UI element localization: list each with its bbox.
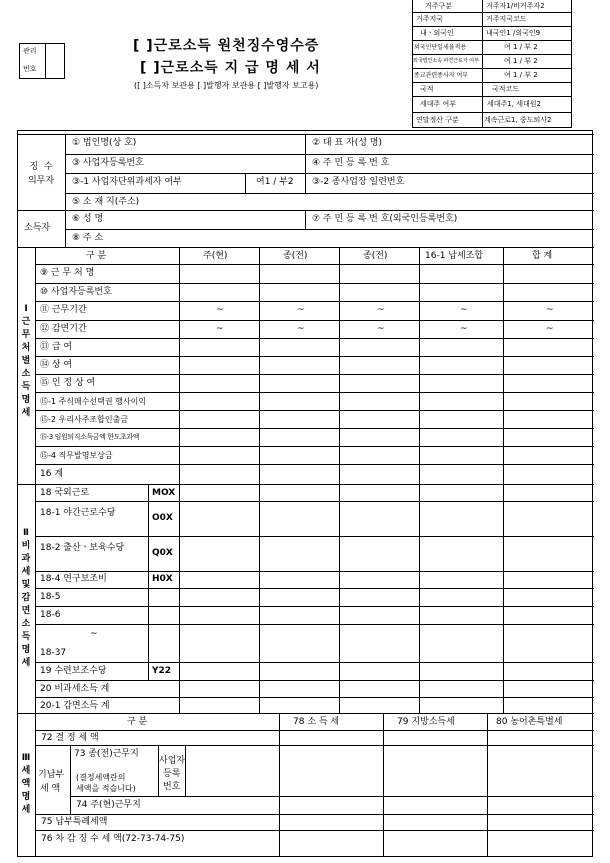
col-header-category: 구 분 (86, 251, 107, 261)
withholder-section-label: 징 수 의무자 (27, 162, 55, 186)
code-night-work: O0X (152, 513, 173, 523)
period-tilde: ~ (297, 305, 305, 315)
tax-col-header-category: 구 분 (127, 717, 148, 727)
row-business-number: ⑩ 사업자등록번호 (40, 287, 112, 297)
info-label: 내ㆍ외국인 (420, 29, 454, 37)
col-header-total: 합 계 (532, 251, 553, 261)
tax-col-header-income-tax: 78 소 득 세 (293, 717, 340, 727)
info-label: 종교관련종사자 여부 (414, 72, 469, 79)
business-number-label: 번호 (163, 782, 181, 792)
row-special-tax: 75 납부특례세액 (41, 817, 108, 827)
info-label: 거주지국 (416, 15, 444, 23)
prepaid-tax-label: 기납부 (38, 770, 65, 780)
row-total: 16 계 (40, 469, 64, 479)
period-tilde: ~ (297, 324, 305, 334)
row-workplace-name: ⑨ 근 무 처 명 (40, 268, 95, 278)
row-esop-withdrawal: ⑮-2 우리사주조합인출금 (40, 415, 129, 424)
period-tilde: ~ (460, 305, 468, 315)
business-number-label: 등록 (163, 769, 181, 779)
code-training-allowance: Y22 (152, 666, 172, 676)
form-subtitle: ([ ]소득자 보관용 [ ]발행자 보관용 [ ]발행자 보고용) (134, 81, 319, 90)
code-childcare: Q0X (152, 548, 173, 558)
row-executive-excess: ⑮-3 임원퇴직소득금액 한도초과액 (40, 433, 140, 441)
row-research-subsidy: 18-4 연구보조비 (40, 574, 107, 584)
row-18-5: 18-5 (40, 592, 61, 602)
row-18-6: 18-6 (40, 610, 61, 620)
info-label: 연말정산 구분 (416, 116, 459, 124)
row-work-period: ⑪ 근무기간 (40, 305, 87, 315)
business-number-label: 사업자 (159, 756, 186, 766)
mgmt-label: 번호 (23, 65, 37, 73)
info-label: 외국인단일세율적용 (414, 44, 467, 51)
row-net-withholding-tax: 76 차 감 징 수 세 액(72-73-74-75) (41, 834, 185, 844)
section-1-label: Ⅰ근무처별소득명세 (21, 304, 31, 418)
row-stock-option: ⑮-1 주식매수선택권 행사이익 (40, 397, 147, 406)
info-label: 외국법인소속 파견근로자 여부 (413, 58, 479, 64)
period-tilde: ~ (216, 324, 224, 334)
mgmt-label: 관리 (23, 47, 37, 55)
row-childcare: 18-2 출산ㆍ보육수당 (40, 543, 125, 553)
row-bonus: ⑭ 상 여 (40, 360, 73, 370)
form-title-receipt: [ ]근로소득 원천징수영수증 (133, 38, 320, 54)
row-nontaxable-total: 20 비과세소득 계 (40, 684, 110, 694)
prepaid-tax-label: 세 액 (40, 784, 61, 794)
period-tilde: ~ (216, 305, 224, 315)
resident-number-label: ④ 주 민 등 록 번 호 (312, 158, 390, 168)
info-value: 여 1 / 부 2 (504, 57, 538, 65)
earner-name-label: ⑥ 성 명 (72, 214, 104, 224)
col-header-previous-2: 종(전) (363, 251, 388, 261)
info-value: 세대주1, 세대원2 (487, 100, 541, 108)
earner-address-label: ⑧ 주 소 (72, 233, 104, 243)
col-header-tax-union: 16-1 납세조합 (425, 251, 484, 261)
tax-col-header-rural-tax: 80 농어촌특별세 (496, 717, 563, 727)
business-number-label: ③ 사업자등록번호 (72, 158, 144, 168)
earner-section-label: 소득자 (24, 223, 51, 233)
row-reduction-period: ⑫ 감면기간 (40, 324, 87, 334)
row-previous-workplace: 73 종(전)근무지 (74, 749, 139, 759)
corp-name-label: ① 법인명(상 호) (72, 138, 137, 148)
previous-workplace-note: 세액을 적습니다) (76, 784, 136, 793)
info-value: 계속근로1, 중도퇴사2 (484, 116, 552, 124)
period-tilde: ~ (377, 324, 385, 334)
unit-taxpayer-value: 여1 / 부2 (256, 177, 294, 187)
representative-label: ② 대 표 자(성 명) (312, 138, 383, 148)
row-night-work: 18-1 야간근로수당 (40, 508, 116, 518)
col-header-previous-1: 종(전) (283, 251, 308, 261)
row-salary: ⑬ 급 여 (40, 342, 73, 352)
row-determined-tax: 72 결 정 세 액 (41, 733, 99, 743)
info-value: 여 1 / 부 2 (504, 71, 538, 79)
period-tilde: ~ (546, 305, 554, 315)
row-current-workplace: 74 주(현)근무지 (76, 800, 141, 810)
info-label: 세대주 여부 (420, 100, 457, 108)
sub-workplace-label: ③-2 종사업장 일련번호 (312, 177, 405, 187)
info-value: 내국인1 /외국인9 (486, 29, 541, 37)
info-value: 거주지국코드 (486, 15, 527, 23)
period-tilde: ~ (460, 324, 468, 334)
row-reduction-total: 20-1 감면소득 계 (40, 701, 110, 711)
row-training-allowance: 19 수련보조수당 (40, 666, 107, 676)
unit-taxpayer-label: ③-1 사업자단위과세자 여부 (72, 177, 182, 187)
previous-workplace-note: (결정세액란의 (76, 773, 126, 782)
row-18-37: 18-37 (40, 648, 67, 658)
row-ellipsis: ~ (90, 629, 98, 639)
earner-id-label: ⑦ 주 민 등 록 번 호(외국인등록번호) (312, 214, 458, 224)
info-value: 거주자1/비거주자2 (486, 2, 545, 10)
info-label: 국적 (420, 85, 434, 93)
code-overseas-work: MOX (152, 488, 176, 498)
info-value: 국적코드 (492, 85, 520, 93)
form-title-statement: [ ]근로소득 지 급 명 세 서 (140, 60, 321, 76)
period-tilde: ~ (546, 324, 554, 334)
address-label: ⑤ 소 재 지(주소) (72, 197, 140, 207)
code-research-subsidy: H0X (152, 574, 173, 584)
row-overseas-work: 18 국외근로 (40, 488, 90, 498)
period-tilde: ~ (377, 305, 385, 315)
col-header-current: 주(현) (203, 251, 228, 261)
info-value: 여 1 / 부 2 (504, 43, 538, 51)
section-3-label: Ⅲ세액명세 (21, 753, 31, 815)
row-invention-reward: ⑮-4 직무발명보상금 (40, 451, 113, 460)
info-label: 거주구분 (425, 2, 453, 10)
row-deemed-bonus: ⑮ 인 정 상 여 (40, 378, 96, 388)
tax-col-header-local-tax: 79 지방소득세 (397, 717, 455, 727)
section-2-label: Ⅱ비과세및감면소득명세 (21, 528, 31, 668)
